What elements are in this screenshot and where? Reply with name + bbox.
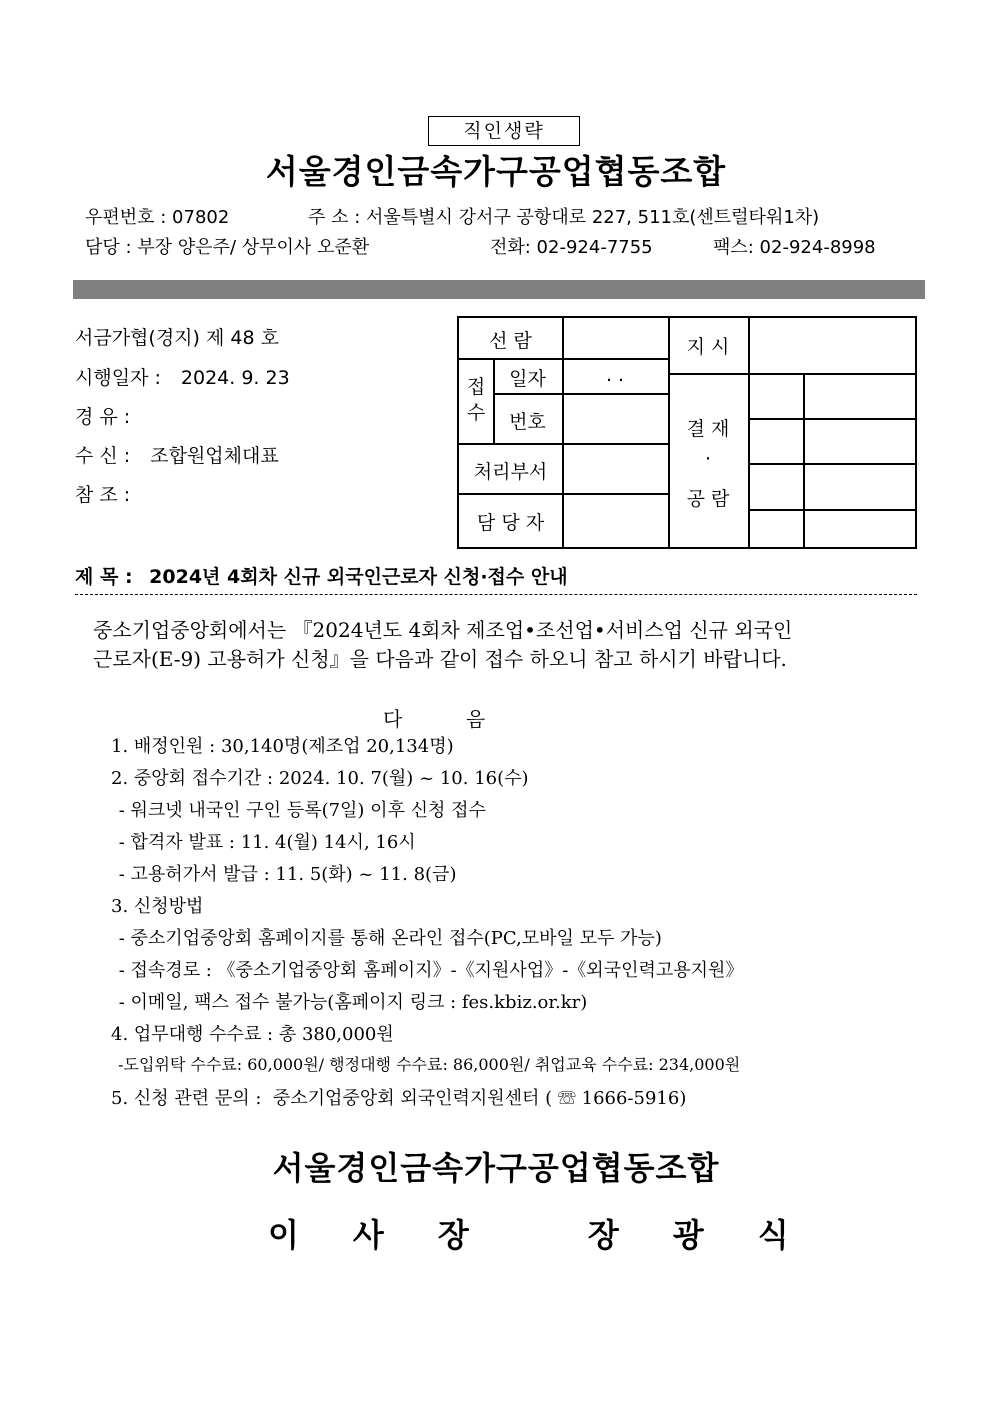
issue-date [75, 363, 290, 390]
president-signature: 이사장 장광식 [268, 1216, 843, 1254]
header-divider [73, 280, 925, 299]
reference [75, 480, 130, 507]
reference-label: 참 조 : [75, 484, 131, 506]
recipient-value: 조합원업체대표 [150, 445, 279, 467]
phone: 전화: 02-924-7755 [490, 237, 653, 258]
date-label: 일자 [509, 368, 546, 390]
manager-label: 담 당 자 [476, 512, 545, 534]
footer-org-name: 서울경인금속가구공업협동조합 [272, 1149, 720, 1187]
seon-ram-label: 선 람 [489, 330, 532, 352]
list-item: 1. 배정인원 : 30,140명(제조업 20,134명) [111, 736, 454, 757]
doc-number: 서금가협(경지) 제 48 호 [75, 327, 279, 349]
list-item: 2. 중앙회 접수기간 : 2024. 10. 7(월) ~ 10. 16(수) [111, 768, 529, 789]
dept-label: 처리부서 [473, 461, 548, 483]
subject-label: 제 목 : [75, 566, 133, 588]
body-heading: 다 음 [383, 707, 486, 731]
list-item: 5. 신청 관련 문의 : 중소기업중앙회 외국인력지원센터 ( ☏ 1666-5916) [111, 1088, 687, 1109]
gyeoljae-label: 결 재 [686, 418, 730, 440]
list-item: - 고용허가서 발급 : 11. 5(화) ~ 11. 8(금) [113, 864, 457, 885]
approval-table [457, 316, 917, 549]
contact-person: 담당 : 부장 양은주/ 상무이사 오준환 [85, 237, 370, 258]
number-label: 번호 [509, 411, 546, 433]
list-item: 3. 신청방법 [111, 896, 204, 917]
subject [75, 562, 568, 589]
via-label: 경 유 : [75, 406, 131, 428]
seal-omitted-box: 직인생략 [428, 116, 580, 146]
org-title: 서울경인금속가구공업협동조합 [265, 152, 727, 191]
list-item: - 이메일, 팩스 접수 불가능(홈페이지 링크 : fes.kbiz.or.kr) [113, 992, 588, 1013]
issue-date-value: 2024. 9. 23 [180, 367, 290, 389]
fax: 팩스: 02-924-8998 [713, 237, 876, 258]
postal-code: 우편번호 : 07802 [85, 207, 230, 228]
gongram-label: 공 람 [686, 488, 730, 510]
instruction-label: 지 시 [686, 336, 730, 358]
list-item: -도입위탁 수수료: 60,000원/ 행정대행 수수료: 86,000원/ 취업교육 수수료: 234,000원 [113, 1055, 741, 1074]
recipient-label: 수 신 : [75, 445, 131, 467]
dot-label: · [704, 448, 712, 470]
subject-text: 2024년 4회차 신규 외국인근로자 신청·접수 안내 [149, 566, 568, 588]
recipient [75, 441, 279, 468]
intro-line-1: 중소기업중앙회에서는 『2024년도 4회차 제조업•조선업•서비스업 신규 외국인 [93, 618, 793, 642]
list-item: - 워크넷 내국인 구인 등록(7일) 이후 신청 접수 [113, 800, 486, 821]
via [75, 402, 130, 429]
list-item: 4. 업무대행 수수료 : 총 380,000원 [111, 1024, 394, 1045]
date-dots: . . [605, 364, 625, 386]
list-item: - 합격자 발표 : 11. 4(월) 14시, 16시 [113, 832, 416, 853]
address: 주 소 : 서울특별시 강서구 공항대로 227, 511호(센트럴타워1차) [308, 207, 820, 228]
jeop-su-label: 접수 [466, 376, 486, 424]
subject-divider [75, 594, 917, 595]
list-item: - 중소기업중앙회 홈페이지를 통해 온라인 접수(PC,모바일 모두 가능) [113, 928, 662, 949]
list-item: - 접속경로 : 《중소기업중앙회 홈페이지》-《지원사업》-《외국인력고용지원》 [113, 960, 744, 981]
issue-date-label: 시행일자 : [75, 367, 161, 389]
intro-line-2: 근로자(E-9) 고용허가 신청』을 다음과 같이 접수 하오니 참고 하시기 바랍니다. [93, 647, 787, 671]
